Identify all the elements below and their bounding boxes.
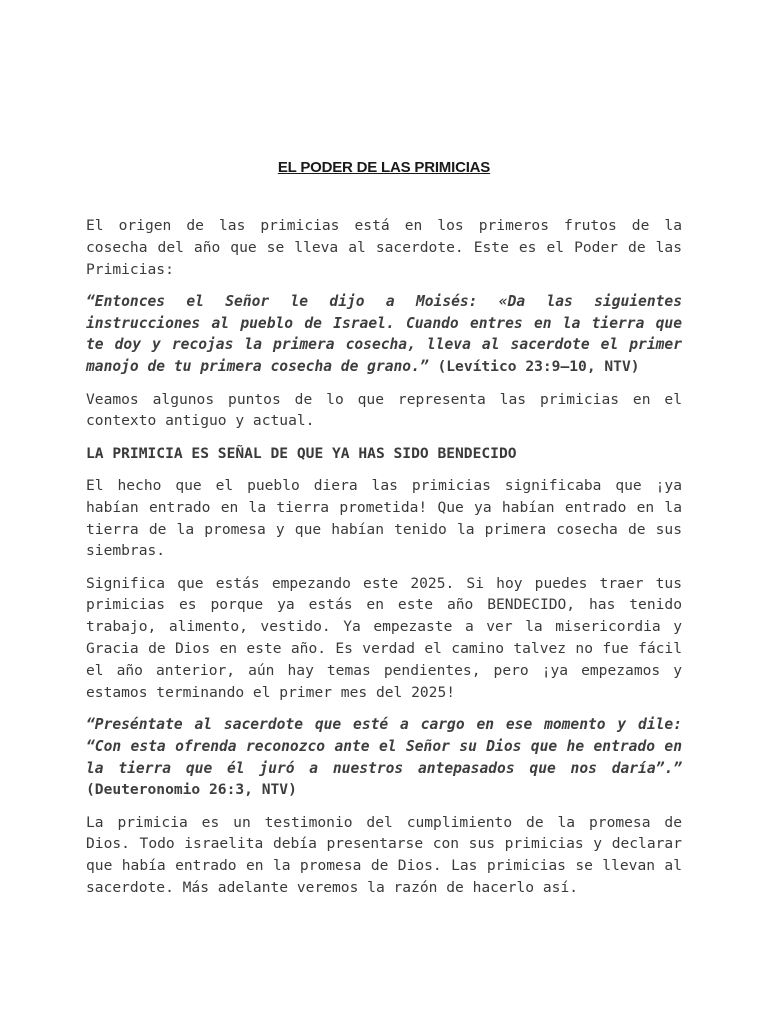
document-body (86, 215, 682, 909)
paragraph-intro: El origen de las primicias está en los primeros frutos de la cosecha del año que se lleva al sacerdote. Este es el Poder de las Primicias: (86, 217, 682, 278)
quote-reference: (Deuteronomio 26:3, NTV) (86, 781, 297, 799)
paragraph-promised-land: El hecho que el pueblo diera las primicias significaba que ¡ya habían entrado en la tierra prometida! Que ya habían entrado en la tierra de la promesa y que habían tenido la primera cosecha de sus siembras. (86, 476, 682, 560)
section-heading: LA PRIMICIA ES SEÑAL DE QUE YA HAS SIDO BENDECIDO (86, 444, 517, 462)
scripture-quote-deuteronomy (86, 714, 682, 801)
paragraph-2025: Significa que estás empezando este 2025. Si hoy puedes traer tus primicias es porque ya estás en este año BENDECIDO, has tenido trabajo, alimento, vestido. Ya empezaste a ver la misericordia y Gracia de Dios en este año. Es verdad el camino talvez no fue fácil el año anterior, aún hay temas pendientes, pero ¡ya empezamos y estamos terminando el primer mes del 2025! (86, 574, 682, 701)
quote-reference: (Levítico 23:9–10, NTV) (428, 358, 640, 376)
quote-text: “Preséntate al sacerdote que esté a cargo en ese momento y dile: “Con esta ofrenda reconozco ante el Señor su Dios que he entrado en la tierra que él juró a nuestros antepasados que nos daría”.” (86, 715, 682, 777)
document-title: EL PODER DE LAS PRIMICIAS (277, 159, 491, 176)
paragraph-points: Veamos algunos puntos de lo que representa las primicias en el contexto antiguo y actual. (86, 390, 682, 430)
quote-text: “Entonces el Señor le dijo a Moisés: «Da las siguientes instrucciones al pueblo de Israel. Cuando entres en la tierra que te doy y recojas la primera cosecha, lleva al sacerdote el primer manojo de tu primera cosecha de grano.” (86, 292, 682, 376)
paragraph-testimony: La primicia es un testimonio del cumplimiento de la promesa de Dios. Todo israelita debía presentarse con sus primicias y declarar que había entrado en la promesa de Dios. Las primicias se llevan al sacerdote. Más adelante veremos la razón de hacerlo así. (86, 813, 682, 897)
scripture-quote-leviticus (86, 291, 682, 378)
